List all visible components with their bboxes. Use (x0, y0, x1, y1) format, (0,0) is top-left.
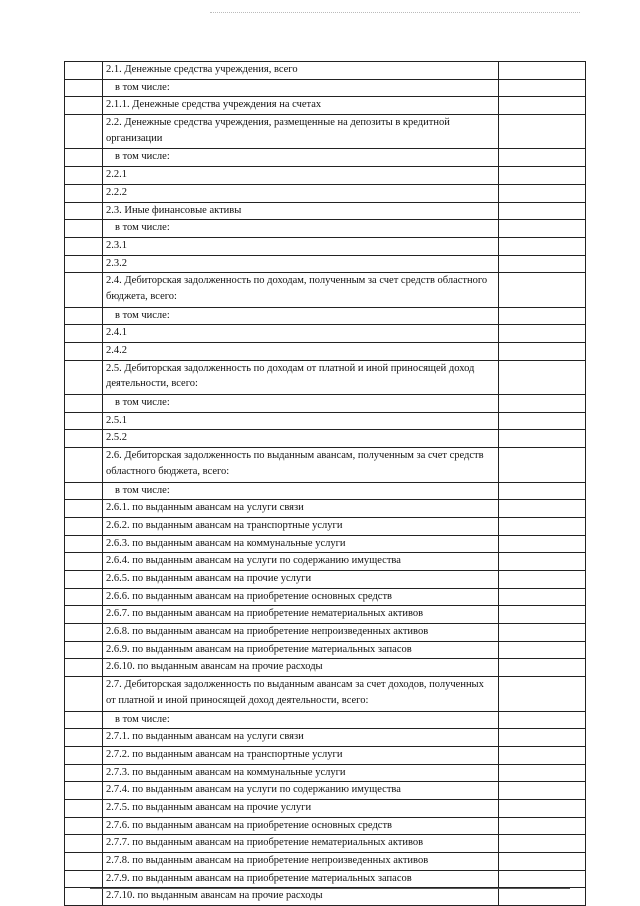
table-row (65, 184, 586, 202)
indicator-name-cell: 2.4.1 (103, 325, 499, 343)
table-row (65, 220, 586, 238)
table-row (65, 624, 586, 642)
indicator-name-cell: в том числе: (103, 711, 499, 729)
row-number-cell (65, 817, 103, 835)
indicator-name-cell: 2.6.5. по выданным авансам на прочие услуги (103, 571, 499, 589)
amount-cell (499, 62, 586, 80)
amount-cell (499, 588, 586, 606)
row-number-cell (65, 641, 103, 659)
financial-assets-table (64, 61, 586, 906)
table-row (65, 167, 586, 185)
amount-cell (499, 711, 586, 729)
amount-cell (499, 799, 586, 817)
table-row (65, 149, 586, 167)
row-number-cell (65, 588, 103, 606)
amount-cell (499, 97, 586, 115)
table-row (65, 641, 586, 659)
indicator-name-cell: 2.6.9. по выданным авансам на приобретение материальных запасов (103, 641, 499, 659)
table-row (65, 729, 586, 747)
amount-cell (499, 202, 586, 220)
row-number-cell (65, 97, 103, 115)
amount-cell (499, 343, 586, 361)
row-number-cell (65, 659, 103, 677)
indicator-name-cell: 2.4.2 (103, 343, 499, 361)
indicator-name-cell: 2.1.1. Денежные средства учреждения на счетах (103, 97, 499, 115)
table-row (65, 606, 586, 624)
row-number-cell (65, 729, 103, 747)
indicator-name-cell: 2.6.7. по выданным авансам на приобретение нематериальных активов (103, 606, 499, 624)
amount-cell (499, 220, 586, 238)
amount-cell (499, 273, 586, 307)
indicator-name-cell: 2.6.1. по выданным авансам на услуги связи (103, 500, 499, 518)
table-row (65, 412, 586, 430)
amount-cell (499, 870, 586, 888)
indicator-name-cell: 2.3.2 (103, 255, 499, 273)
table-row (65, 97, 586, 115)
amount-cell (499, 255, 586, 273)
indicator-name-cell: 2.7.4. по выданным авансам на услуги по содержанию имущества (103, 782, 499, 800)
indicator-name-cell: 2.7.6. по выданным авансам на приобретение основных средств (103, 817, 499, 835)
row-number-cell (65, 237, 103, 255)
table-row (65, 553, 586, 571)
table-row (65, 62, 586, 80)
table-row (65, 853, 586, 871)
table-row (65, 870, 586, 888)
amount-cell (499, 853, 586, 871)
indicator-name-cell: 2.5. Дебиторская задолженность по доходам от платной и иной приносящей доход деятельности, всего: (103, 360, 499, 394)
row-number-cell (65, 870, 103, 888)
amount-cell (499, 764, 586, 782)
indicator-name-cell: 2.2.2 (103, 184, 499, 202)
table-row (65, 500, 586, 518)
amount-cell (499, 500, 586, 518)
amount-cell (499, 448, 586, 482)
table-row (65, 307, 586, 325)
indicator-name-cell: 2.7.7. по выданным авансам на приобретение нематериальных активов (103, 835, 499, 853)
row-number-cell (65, 412, 103, 430)
amount-cell (499, 729, 586, 747)
row-number-cell (65, 764, 103, 782)
amount-cell (499, 430, 586, 448)
row-number-cell (65, 782, 103, 800)
table-row (65, 888, 586, 906)
indicator-name-cell: 2.6.8. по выданным авансам на приобретение непроизведенных активов (103, 624, 499, 642)
row-number-cell (65, 307, 103, 325)
row-number-cell (65, 746, 103, 764)
amount-cell (499, 360, 586, 394)
amount-cell (499, 746, 586, 764)
row-number-cell (65, 255, 103, 273)
amount-cell (499, 517, 586, 535)
table-row (65, 677, 586, 711)
amount-cell (499, 677, 586, 711)
indicator-name-cell: 2.6.10. по выданным авансам на прочие расходы (103, 659, 499, 677)
amount-cell (499, 482, 586, 500)
indicator-name-cell: в том числе: (103, 79, 499, 97)
table-row (65, 571, 586, 589)
row-number-cell (65, 835, 103, 853)
row-number-cell (65, 395, 103, 413)
amount-cell (499, 835, 586, 853)
scan-artifact-line (210, 12, 580, 13)
table-row (65, 325, 586, 343)
amount-cell (499, 782, 586, 800)
indicator-name-cell: 2.7.1. по выданным авансам на услуги связи (103, 729, 499, 747)
row-number-cell (65, 606, 103, 624)
row-number-cell (65, 535, 103, 553)
indicator-name-cell: 2.5.1 (103, 412, 499, 430)
indicator-name-cell: 2.7.5. по выданным авансам на прочие услуги (103, 799, 499, 817)
row-number-cell (65, 62, 103, 80)
indicator-name-cell: в том числе: (103, 395, 499, 413)
indicator-name-cell: 2.7.2. по выданным авансам на транспортные услуги (103, 746, 499, 764)
row-number-cell (65, 167, 103, 185)
indicator-name-cell: 2.6. Дебиторская задолженность по выданным авансам, полученным за счет средств областного бюджета, всего: (103, 448, 499, 482)
amount-cell (499, 659, 586, 677)
row-number-cell (65, 888, 103, 906)
amount-cell (499, 167, 586, 185)
indicator-name-cell: 2.1. Денежные средства учреждения, всего (103, 62, 499, 80)
amount-cell (499, 307, 586, 325)
indicator-name-cell: в том числе: (103, 220, 499, 238)
scan-artifact-line (90, 888, 570, 889)
row-number-cell (65, 115, 103, 149)
row-number-cell (65, 273, 103, 307)
amount-cell (499, 412, 586, 430)
table-row (65, 202, 586, 220)
indicator-name-cell: 2.6.4. по выданным авансам на услуги по содержанию имущества (103, 553, 499, 571)
amount-cell (499, 553, 586, 571)
table-row (65, 799, 586, 817)
table-row (65, 430, 586, 448)
indicator-name-cell: 2.7.8. по выданным авансам на приобретение непроизведенных активов (103, 853, 499, 871)
table-row (65, 588, 586, 606)
row-number-cell (65, 343, 103, 361)
table-row (65, 659, 586, 677)
indicator-name-cell: 2.6.2. по выданным авансам на транспортные услуги (103, 517, 499, 535)
row-number-cell (65, 853, 103, 871)
indicator-name-cell: 2.7.10. по выданным авансам на прочие расходы (103, 888, 499, 906)
amount-cell (499, 606, 586, 624)
indicator-name-cell: 2.5.2 (103, 430, 499, 448)
table-row (65, 782, 586, 800)
row-number-cell (65, 325, 103, 343)
indicator-name-cell: 2.7.9. по выданным авансам на приобретение материальных запасов (103, 870, 499, 888)
table-row (65, 817, 586, 835)
indicator-name-cell: 2.6.6. по выданным авансам на приобретение основных средств (103, 588, 499, 606)
row-number-cell (65, 184, 103, 202)
indicator-name-cell: 2.7. Дебиторская задолженность по выданным авансам за счет доходов, полученных от платной и иной приносящей доход деятельности, всего: (103, 677, 499, 711)
row-number-cell (65, 79, 103, 97)
indicator-name-cell: 2.7.3. по выданным авансам на коммунальные услуги (103, 764, 499, 782)
row-number-cell (65, 553, 103, 571)
table-row (65, 79, 586, 97)
amount-cell (499, 395, 586, 413)
row-number-cell (65, 677, 103, 711)
table-row (65, 360, 586, 394)
amount-cell (499, 624, 586, 642)
row-number-cell (65, 149, 103, 167)
row-number-cell (65, 624, 103, 642)
row-number-cell (65, 799, 103, 817)
indicator-name-cell: 2.2.1 (103, 167, 499, 185)
table-row (65, 482, 586, 500)
table-row (65, 273, 586, 307)
indicator-name-cell: 2.3.1 (103, 237, 499, 255)
amount-cell (499, 641, 586, 659)
table-row (65, 115, 586, 149)
table-body (65, 62, 586, 906)
table-row (65, 711, 586, 729)
table-row (65, 395, 586, 413)
table-row (65, 255, 586, 273)
table-row (65, 535, 586, 553)
amount-cell (499, 115, 586, 149)
row-number-cell (65, 500, 103, 518)
table-row (65, 343, 586, 361)
amount-cell (499, 184, 586, 202)
amount-cell (499, 535, 586, 553)
row-number-cell (65, 202, 103, 220)
row-number-cell (65, 448, 103, 482)
table-row (65, 237, 586, 255)
indicator-name-cell: в том числе: (103, 482, 499, 500)
amount-cell (499, 888, 586, 906)
amount-cell (499, 817, 586, 835)
indicator-name-cell: 2.3. Иные финансовые активы (103, 202, 499, 220)
amount-cell (499, 149, 586, 167)
row-number-cell (65, 430, 103, 448)
indicator-name-cell: в том числе: (103, 307, 499, 325)
row-number-cell (65, 220, 103, 238)
amount-cell (499, 571, 586, 589)
amount-cell (499, 237, 586, 255)
indicator-name-cell: 2.4. Дебиторская задолженность по доходам, полученным за счет средств областного бюджета, всего: (103, 273, 499, 307)
amount-cell (499, 79, 586, 97)
row-number-cell (65, 482, 103, 500)
row-number-cell (65, 517, 103, 535)
indicator-name-cell: 2.2. Денежные средства учреждения, размещенные на депозиты в кредитной организации (103, 115, 499, 149)
row-number-cell (65, 571, 103, 589)
table-row (65, 764, 586, 782)
table-row (65, 835, 586, 853)
row-number-cell (65, 711, 103, 729)
table-row (65, 517, 586, 535)
table-row (65, 746, 586, 764)
table-row (65, 448, 586, 482)
indicator-name-cell: в том числе: (103, 149, 499, 167)
indicator-name-cell: 2.6.3. по выданным авансам на коммунальные услуги (103, 535, 499, 553)
amount-cell (499, 325, 586, 343)
row-number-cell (65, 360, 103, 394)
